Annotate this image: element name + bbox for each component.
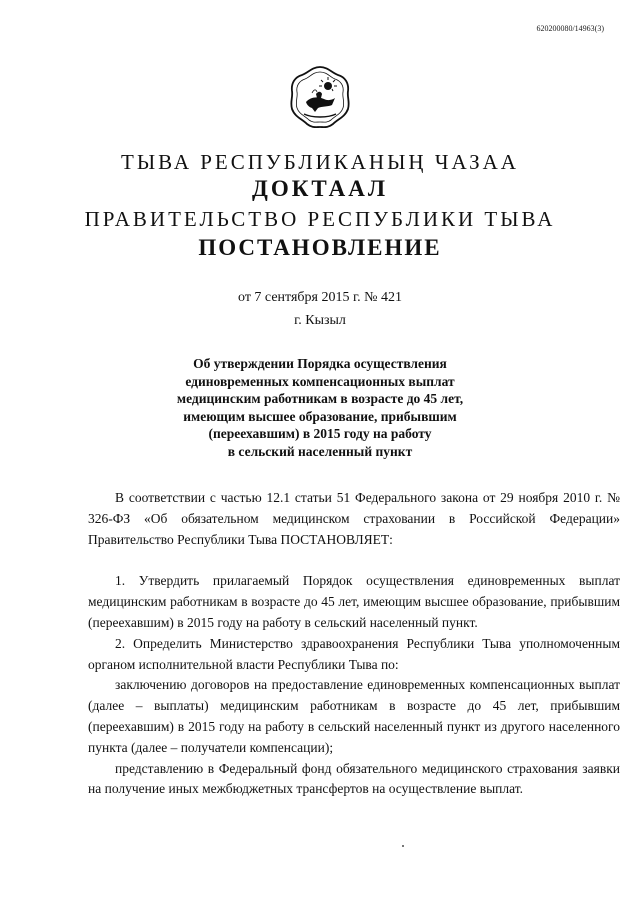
title-line: Об утверждении Порядка осуществления: [193, 356, 447, 371]
title-line: имеющим высшее образование, прибывшим: [183, 408, 457, 424]
document-city: г. Кызыл: [294, 313, 346, 328]
document-body: [88, 488, 620, 800]
tyva-document-type: ДОКТААЛ: [252, 176, 388, 201]
document-date-number: от 7 сентября 2015 г. № 421: [238, 290, 402, 305]
tyva-government-name: ТЫВА РЕСПУБЛИКАНЫҢ ЧАЗАА: [121, 150, 519, 174]
clause-1-paragraph: 1. Утвердить прилагаемый Порядок осуществления единовременных выплат медицинским работникам в возрасте до 45 лет, имеющим высшее образование, прибывшим (переехавшим) в 2015 году на работу в сельский населенный пункт.: [88, 573, 620, 630]
document-registration-number: 620200080/14963(3): [536, 24, 604, 33]
clause-2-subitem-application: представлению в Федеральный фонд обязательного медицинского страхования заявки на получение иных межбюджетных трансфертов на осуществление выплат.: [88, 760, 620, 797]
russian-document-type: ПОСТАНОВЛЕНИЕ: [198, 235, 442, 260]
title-line: медицинским работникам в возрасте до 45 лет,: [176, 391, 464, 406]
title-line: единовременных компенсационных выплат: [185, 373, 455, 389]
scan-speck: [402, 845, 404, 847]
title-line: в сельский населенный пункт: [227, 443, 413, 459]
russian-government-name: ПРАВИТЕЛЬСТВО РЕСПУБЛИКИ ТЫВА: [84, 207, 556, 231]
tuva-coat-of-arms-icon: [288, 64, 352, 130]
title-line: (переехавшим) в 2015 году на работу: [208, 426, 432, 441]
clause-2-subitem-contracts: заключению договоров на предоставление единовременных компенсационных выплат (далее – выплаты) медицинским работникам в возрасте до 45 лет, прибывшим (переехавшим) в 2015 году на работу в сельский населенный пункт из другого населенного пункта (далее – получатели компенсации);: [88, 677, 620, 755]
clause-2-paragraph: 2. Определить Министерство здравоохранения Республики Тыва уполномоченным органом исполнительной власти Республики Тыва по:: [88, 635, 620, 672]
document-title: [0, 355, 640, 460]
preamble-paragraph: В соответствии с частью 12.1 статьи 51 Федерального закона от 29 ноября 2010 г. № 326-ФЗ «Об обязательном медицинском страховании в Российской Федерации» Правительство Республики Тыва ПОСТАНОВЛЯЕТ:: [88, 490, 620, 547]
